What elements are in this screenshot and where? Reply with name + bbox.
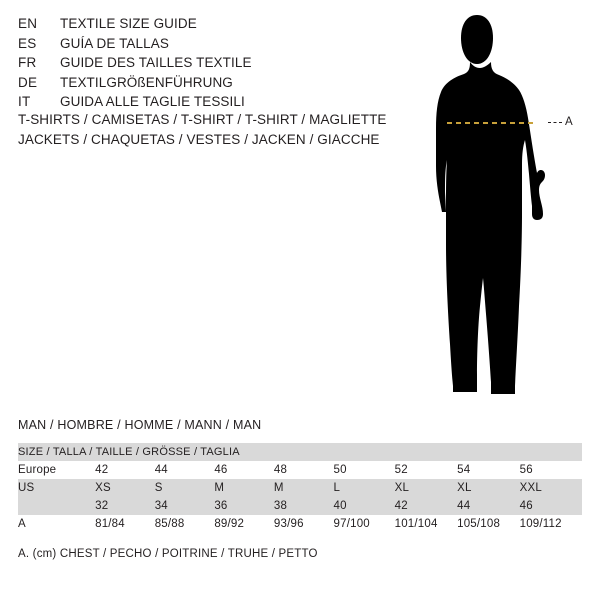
language-text: TEXTILGRÖßENFÜHRUNG (60, 74, 233, 90)
cell-value: 48 (274, 461, 334, 479)
cell-value: L (334, 479, 395, 497)
language-code: IT (18, 94, 31, 109)
cell-value: 81/84 (95, 515, 155, 533)
table-row (18, 515, 582, 533)
cell-value: 50 (334, 461, 395, 479)
cell-value: 52 (395, 461, 458, 479)
language-code: DE (18, 74, 38, 90)
language-text: TEXTILE SIZE GUIDE (60, 16, 197, 31)
cell-value: 46 (214, 461, 274, 479)
male-figure-silhouette-icon (415, 14, 590, 399)
language-text: GUIDE DES TAILLES TEXTILE (60, 55, 252, 70)
measure-label-a: A (565, 116, 574, 128)
cell-value: XXL (520, 479, 582, 497)
language-code: FR (18, 55, 37, 70)
garment-line-jackets: JACKETS / CHAQUETAS / VESTES / JACKEN / GIACCHE (18, 132, 380, 147)
cell-value: 97/100 (334, 515, 395, 533)
language-row (18, 14, 388, 34)
cell-value: XL (395, 479, 458, 497)
row-label-us: US (18, 479, 95, 497)
language-text: GUIDA ALLE TAGLIE TESSILI (60, 94, 245, 109)
cell-value: 44 (457, 497, 520, 515)
cell-value: M (214, 479, 274, 497)
table-row (18, 497, 582, 515)
language-row (18, 73, 388, 93)
cell-value: 36 (214, 497, 274, 515)
table-header-row (18, 443, 582, 461)
garment-line-tshirts: T-SHIRTS / CAMISETAS / T-SHIRT / T-SHIRT / MAGLIETTE (18, 112, 387, 127)
footnote: A. (cm) CHEST / PECHO / POITRINE / TRUHE / PETTO (18, 548, 318, 560)
garment-type-block (18, 110, 438, 150)
cell-value: 89/92 (214, 515, 274, 533)
row-label-a: A (18, 515, 95, 533)
cell-value: 42 (395, 497, 458, 515)
language-header-block (18, 14, 388, 112)
cell-value: XS (95, 479, 155, 497)
table-row (18, 461, 582, 479)
row-label-europe: Europe (18, 461, 95, 479)
measure-dash-icon (548, 122, 562, 123)
size-table (18, 443, 582, 533)
cell-value: 109/112 (520, 515, 582, 533)
language-row (18, 92, 388, 112)
cell-value: 56 (520, 461, 582, 479)
table-title: MAN / HOMBRE / HOMME / MANN / MAN (18, 418, 262, 432)
table-row (18, 479, 582, 497)
language-row (18, 34, 388, 54)
language-code: ES (18, 35, 37, 51)
cell-value: 101/104 (395, 515, 458, 533)
language-row (18, 53, 388, 73)
cell-value: 93/96 (274, 515, 334, 533)
cell-value: 46 (520, 497, 582, 515)
cell-value: 85/88 (155, 515, 215, 533)
cell-value: S (155, 479, 215, 497)
figure-illustration (415, 14, 590, 399)
cell-value: M (274, 479, 334, 497)
cell-value: XL (457, 479, 520, 497)
cell-value: 32 (95, 497, 155, 515)
row-label-blank (18, 497, 95, 515)
cell-value: 42 (95, 461, 155, 479)
cell-value: 54 (457, 461, 520, 479)
table-header-label: SIZE / TALLA / TAILLE / GRÖSSE / TAGLIA (18, 443, 582, 461)
cell-value: 105/108 (457, 515, 520, 533)
cell-value: 44 (155, 461, 215, 479)
language-code: EN (18, 16, 38, 31)
cell-value: 40 (334, 497, 395, 515)
language-text: GUÍA DE TALLAS (60, 35, 169, 51)
cell-value: 38 (274, 497, 334, 515)
cell-value: 34 (155, 497, 215, 515)
